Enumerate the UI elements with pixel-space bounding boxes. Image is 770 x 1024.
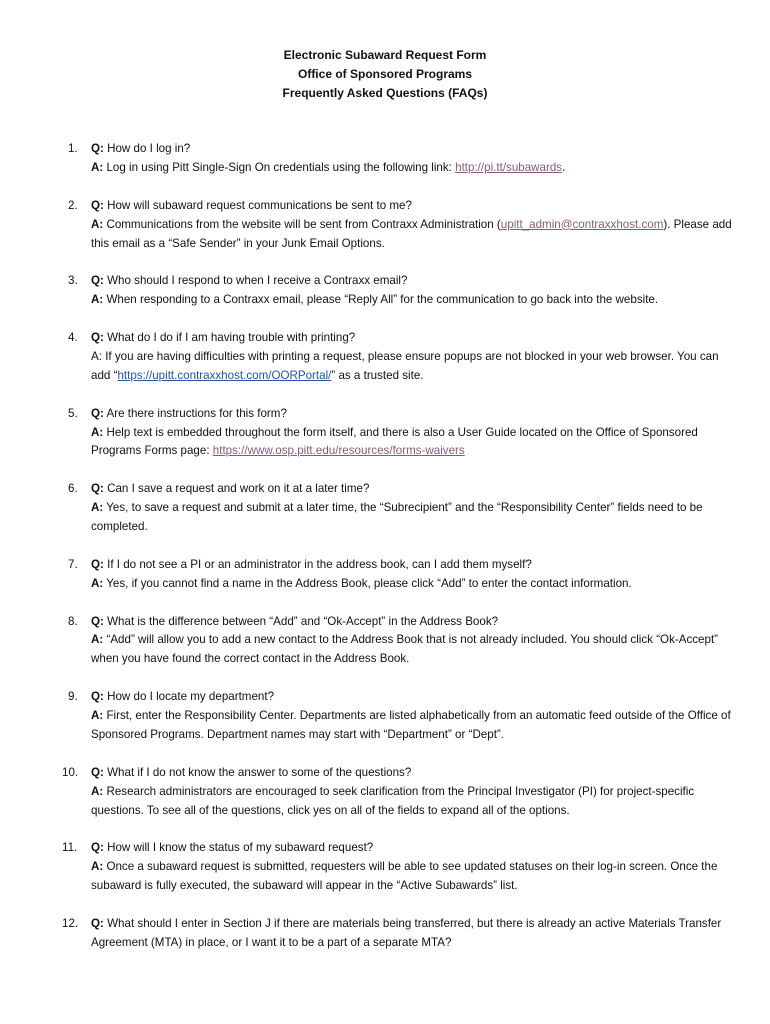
faq-item-8 [0,613,770,670]
question-text: How do I log in? [103,142,191,155]
admin-email-link[interactable]: upitt_admin@contraxxhost.com [500,217,664,231]
q-label: Q: [91,916,104,930]
answer-text: Log in using Pitt Single-Sign On credentials using the following link: [103,160,456,174]
q-label: Q: [91,142,104,155]
faq-item-1 [0,140,770,178]
faq-number: 3. [68,274,78,288]
faq-number: 2. [68,198,78,212]
faq-item-6 [0,480,770,537]
faq-question [91,329,734,348]
question-text: Are there instructions for this form? [103,406,287,420]
faq-answer [91,348,734,386]
q-label: Q: [91,841,104,855]
q-label: Q: [91,614,104,628]
answer-text-end: . [562,160,566,174]
faq-answer [91,216,734,254]
faq-number: 12. [62,916,79,930]
faq-item-3 [0,272,770,310]
faq-answer [91,575,734,594]
header-office: Office of Sponsored Programs [297,67,473,81]
faq-number: 1. [68,142,78,155]
question-text: Who should I respond to when I receive a Contraxx email? [103,274,408,288]
answer-text: Communications from the website will be sent from Contraxx Administration ( [103,217,501,231]
faq-answer [91,499,734,537]
question-text: Can I save a request and work on it at a later time? [103,482,370,496]
faq-answer [91,159,734,178]
q-label: Q: [91,406,104,420]
forms-waivers-link[interactable]: https://www.osp.pitt.edu/resources/forms-waivers [212,444,465,458]
faq-item-2 [0,197,770,254]
faq-question [91,764,734,783]
faq-question [91,140,734,159]
faq-item-12 [0,915,770,953]
a-label: A: [91,217,104,231]
a-label: A: [91,501,104,515]
a-label: A: [91,576,104,590]
question-text: How will I know the status of my subaward request? [103,841,374,855]
a-label: A: [91,633,104,647]
q-label: Q: [91,274,104,288]
question-text: How will subaward request communications be sent to me? [103,198,412,212]
header-subtitle: Frequently Asked Questions (FAQs) [282,86,488,100]
header-title: Electronic Subaward Request Form [283,48,487,62]
a-label: A: [91,860,104,874]
portal-link[interactable]: https://upitt.contraxxhost.com/OORPortal/ [117,368,332,382]
faq-number: 4. [68,331,78,345]
question-text: What if I do not know the answer to some of the questions? [103,765,412,779]
faq-number: 9. [68,690,78,704]
faq-question [91,613,734,632]
answer-text: If you are having difficulties with printing a request, please ensure popups are not blocked in your web browser. You can add “ [91,349,719,382]
faq-answer [91,424,734,462]
question-text: How do I locate my department? [103,690,275,704]
question-text: What is the difference between “Add” and “Ok-Accept” in the Address Book? [103,614,499,628]
answer-text: First, enter the Responsibility Center. Departments are listed alphabetically from an automatic feed outside of the Office of Sponsored Programs. Department names may start with “Department” or “Dept”. [91,709,731,741]
q-label: Q: [91,331,104,345]
faq-number: 11. [62,841,78,855]
a-label: A: [91,349,102,363]
faq-question [91,839,734,858]
faq-question [91,272,734,291]
q-label: Q: [91,482,104,496]
faq-item-11 [0,839,770,896]
document-header [0,46,770,103]
faq-question [91,405,734,424]
a-label: A: [91,293,104,307]
faq-answer [91,631,734,669]
question-text: What do I do if I am having trouble with printing? [103,331,356,345]
a-label: A: [91,425,104,439]
question-text: What should I enter in Section J if there are materials being transferred, but there is already an active Materials Transfer Agreement (MTA) in place, or I want it to be a part of a separate MTA? [91,916,722,949]
faq-list [0,140,770,972]
q-label: Q: [91,690,104,704]
faq-question [91,556,734,575]
faq-number: 10. [62,765,79,779]
faq-question [91,197,734,216]
answer-text: Help text is embedded throughout the form itself, and there is also a User Guide located on the Office of Sponsored Programs Forms page: [91,425,698,458]
answer-text: “Add” will allow you to add a new contact to the Address Book that is not already included. You should click “Ok-Accept” when you have found the correct contact in the Address Book. [91,633,719,666]
answer-text: Yes, to save a request and submit at a later time, the “Subrecipient” and the “Responsibility Center” fields need to be completed. [91,501,703,534]
faq-answer [91,707,734,745]
faq-item-4 [0,329,770,386]
a-label: A: [91,709,104,723]
faq-question [91,688,734,707]
faq-number: 7. [68,557,78,571]
faq-number: 6. [68,482,78,496]
answer-text-end: ). Please add this email as a “Safe Sender” in your Junk Email Options. [91,217,732,250]
faq-item-7 [0,556,770,594]
answer-text: Once a subaward request is submitted, requesters will be able to see updated statuses on their log-in screen. Once the subaward is fully executed, the subaward will appear in the “Active Subawards” list. [91,860,718,893]
faq-answer [91,783,734,821]
q-label: Q: [91,198,104,212]
question-text: If I do not see a PI or an administrator in the address book, can I add them myself? [103,557,532,571]
faq-question [91,480,734,499]
faq-item-10 [0,764,770,821]
faq-number: 5. [68,406,78,420]
subawards-link[interactable]: http://pi.tt/subawards [455,160,563,174]
faq-question [91,915,734,953]
faq-number: 8. [68,614,78,628]
a-label: A: [91,160,104,174]
faq-item-9 [0,688,770,745]
faq-answer [91,858,734,896]
answer-text: Research administrators are encouraged to seek clarification from the Principal Investigator (PI) for project-specific questions. To see all of the questions, click yes on all of the fields to expand all of the options. [91,784,695,817]
a-label: A: [91,784,104,798]
faq-answer [91,291,734,310]
answer-text-end: ” as a trusted site. [331,368,424,382]
answer-text: When responding to a Contraxx email, please “Reply All” for the communication to go back into the website. [103,293,659,307]
q-label: Q: [91,765,104,779]
q-label: Q: [91,557,104,571]
answer-text: Yes, if you cannot find a name in the Address Book, please click “Add” to enter the contact information. [103,576,632,590]
faq-item-5 [0,405,770,462]
